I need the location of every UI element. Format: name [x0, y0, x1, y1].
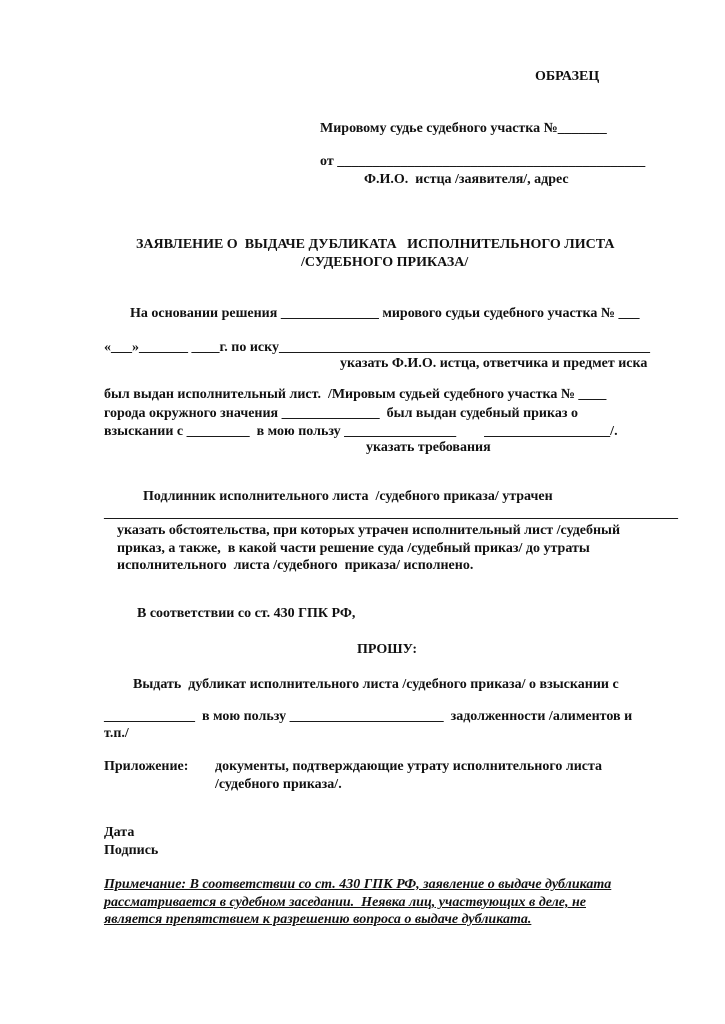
request-line1: Выдать дубликат исполнительного листа /судебного приказа/ о взыскании с — [133, 677, 619, 692]
note-line1: Примечание: В соответствии со ст. 430 ГПК РФ, заявление о выдаче дубликата — [104, 877, 612, 892]
paragraph1-hint: указать Ф.И.О. истца, ответчика и предмет иска — [340, 356, 648, 371]
legal-basis: В соответствии со ст. 430 ГПК РФ, — [137, 606, 356, 621]
attachment-label: Приложение: — [104, 759, 189, 774]
from-hint: Ф.И.О. истца /заявителя/, адрес — [364, 172, 569, 187]
paragraph3-hint1: указать обстоятельства, при которых утрачен исполнительный лист /судебный — [117, 523, 621, 538]
paragraph1-line2: «___»_______ ____г. по иску_____________________________________________________ — [104, 340, 650, 355]
attachment-text-line1: документы, подтверждающие утрату исполнительного листа — [215, 759, 603, 774]
attachment-text-line2: /судебного приказа/. — [215, 777, 342, 792]
request-heading: ПРОШУ: — [357, 642, 418, 657]
date-label: Дата — [104, 825, 135, 840]
note-line3: является препятствием к разрешению вопроса о выдаче дубликата. — [104, 912, 532, 927]
paragraph3-hint2: приказ, а также, в какой части решение суда /судебный приказ/ до утраты — [117, 541, 590, 556]
signature-label: Подпись — [104, 843, 159, 858]
paragraph3-line1: Подлинник исполнительного листа /судебного приказа/ утрачен — [143, 489, 553, 504]
paragraph2-line1: был выдан исполнительный лист. /Мировым судьей судебного участка № ____ — [104, 387, 607, 402]
paragraph3-hint3: исполнительного листа /судебного приказа/ исполнено. — [117, 558, 474, 573]
from-line: от ____________________________________________ — [320, 154, 646, 169]
document-title-line1: ЗАЯВЛЕНИЕ О ВЫДАЧЕ ДУБЛИКАТА ИСПОЛНИТЕЛЬНОГО ЛИСТА — [136, 237, 615, 252]
note-line2: рассматривается в судебном заседании. Неявка лиц, участвующих в деле, не — [104, 895, 587, 910]
request-line3: т.п./ — [104, 726, 129, 741]
paragraph2-line3: взыскании с _________ в мою пользу ________________ __________________/. — [104, 424, 618, 439]
paragraph1-line1: На основании решения ______________ мирового судьи судебного участка № ___ — [130, 306, 640, 321]
addressee-line: Мировому судье судебного участка №_______ — [320, 121, 607, 136]
request-line2: _____________ в мою пользу ______________________ задолженности /алиментов и — [104, 709, 633, 724]
document-title-line2: /СУДЕБНОГО ПРИКАЗА/ — [301, 255, 469, 270]
sample-label: ОБРАЗЕЦ — [535, 69, 600, 84]
paragraph2-hint: указать требования — [366, 440, 491, 455]
paragraph3-line2: __________________________________________________________________________________ — [104, 506, 678, 521]
paragraph2-line2: города окружного значения ______________ был выдан судебный приказ о — [104, 406, 578, 421]
